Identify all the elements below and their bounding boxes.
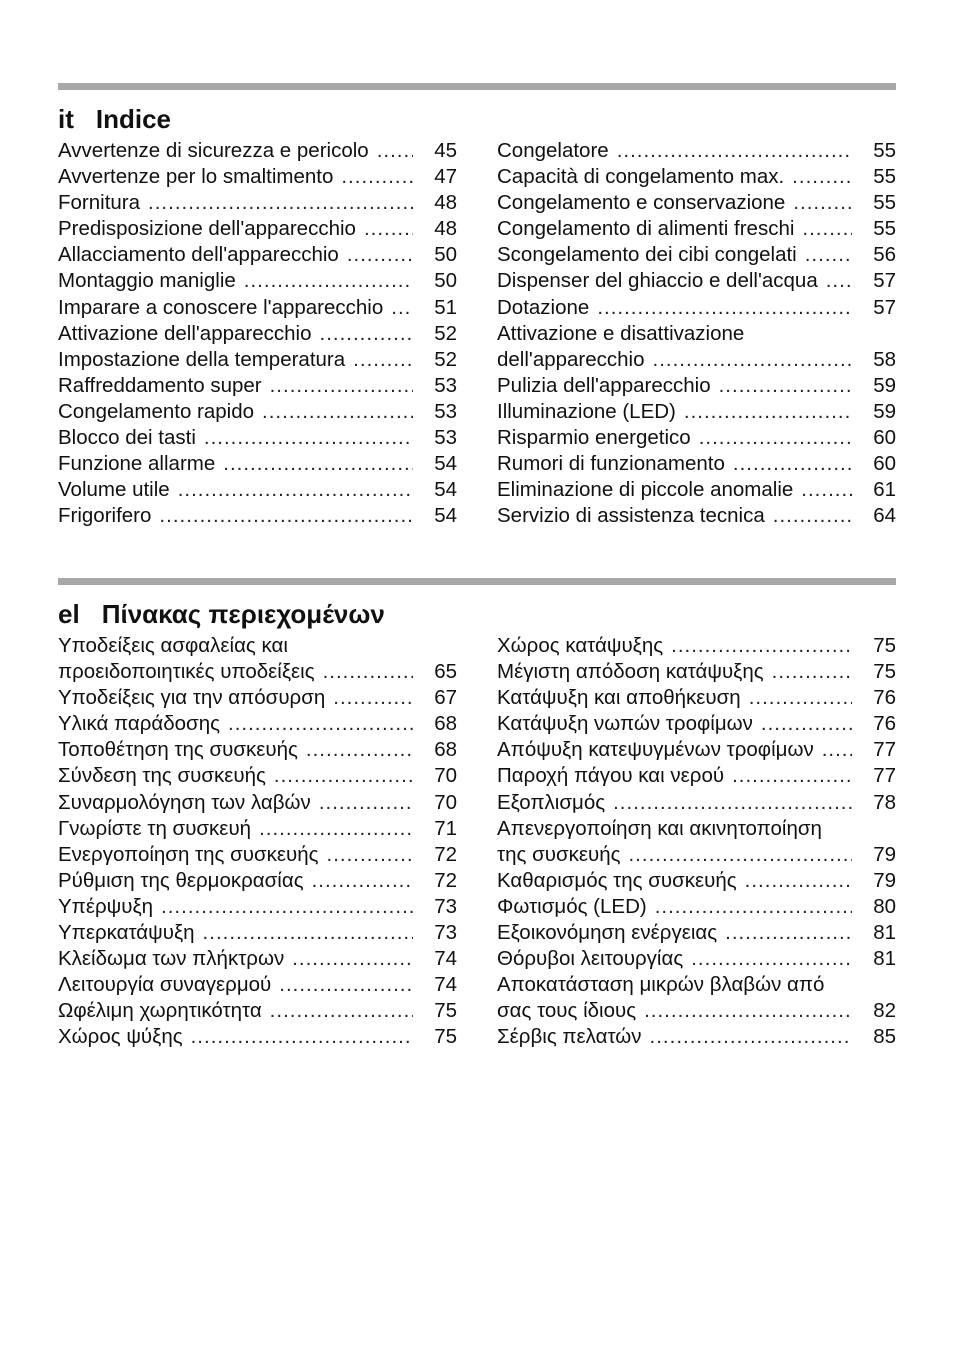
dot-leader [377, 138, 413, 164]
toc-entry[interactable] [58, 373, 457, 399]
dot-leader [802, 216, 852, 242]
toc-entry[interactable] [58, 972, 457, 998]
toc-entry-page-number: 81 [873, 947, 896, 971]
toc-entry-title-line: Attivazione e disattivazione [497, 321, 745, 345]
toc-entry-page-number: 55 [873, 191, 896, 215]
dot-leader [650, 1024, 852, 1050]
dot-leader [228, 711, 413, 737]
toc-entry-title: Υλικά παράδοσης [58, 712, 220, 736]
toc-entry-page-number: 60 [873, 452, 896, 476]
toc-entry-page-number: 73 [434, 921, 457, 945]
toc-entry[interactable] [497, 1024, 896, 1050]
toc-entry-page-number: 54 [434, 504, 457, 528]
toc-entry-page-number: 59 [873, 399, 896, 423]
toc-entry-page-number: 72 [434, 868, 457, 892]
toc-entry[interactable] [58, 138, 457, 164]
toc-entry-title: Συναρμολόγηση των λαβών [58, 790, 311, 814]
toc-entry[interactable] [58, 894, 457, 920]
toc-entry-title: Σύνδεση της συσκευής [58, 764, 266, 788]
section-heading [58, 597, 896, 631]
toc-entry-page-number: 75 [434, 999, 457, 1023]
toc-entry[interactable] [497, 972, 896, 1024]
toc-entry-title: dell'apparecchio [497, 347, 645, 371]
toc-entry-title: Montaggio maniglie [58, 269, 236, 293]
toc-entry-title: Servizio di assistenza tecnica [497, 504, 765, 528]
toc-entry[interactable] [58, 946, 457, 972]
dot-leader [204, 425, 413, 451]
dot-leader [719, 373, 852, 399]
dot-leader [159, 503, 413, 529]
toc-entry[interactable] [58, 633, 457, 685]
toc-entry-title: Απόψυξη κατεψυγμένων τροφίμων [497, 738, 814, 762]
dot-leader [805, 242, 852, 268]
toc-entry-title: Κατάψυξη νωπών τροφίμων [497, 712, 753, 736]
toc-entry-title: Rumori di funzionamento [497, 452, 725, 476]
toc-entry-page-number: 51 [434, 295, 457, 319]
toc-entry-title: Καθαρισμός της συσκευής [497, 868, 737, 892]
toc-entry-title: Παροχή πάγου και νερού [497, 764, 725, 788]
dot-leader [671, 633, 852, 659]
toc-entry[interactable] [58, 295, 457, 321]
dot-leader [655, 894, 852, 920]
toc-entry-page-number: 79 [873, 868, 896, 892]
toc-entry-page-number: 78 [873, 790, 896, 814]
dot-leader [364, 216, 413, 242]
dot-leader [732, 763, 852, 789]
toc-entry-page-number: 79 [873, 842, 896, 866]
toc-entry-page-number: 70 [434, 764, 457, 788]
dot-leader [306, 737, 413, 763]
dot-leader [749, 685, 852, 711]
toc-entry[interactable] [497, 868, 896, 894]
toc-entry-title: Funzione allarme [58, 452, 216, 476]
toc-entry-title: Ρύθμιση της θερμοκρασίας [58, 868, 304, 892]
dot-leader [148, 190, 413, 216]
toc-entry[interactable] [58, 190, 457, 216]
toc-entry[interactable] [497, 477, 896, 503]
toc-entry[interactable] [58, 216, 457, 242]
toc-entry-title: Allacciamento dell'apparecchio [58, 243, 339, 267]
toc-entry-title: Predisposizione dell'apparecchio [58, 217, 356, 241]
dot-leader [270, 373, 413, 399]
toc-entry-title: Χώρος κατάψυξης [497, 634, 664, 657]
toc-column-left [58, 138, 457, 529]
toc-entry-page-number: 60 [873, 426, 896, 450]
toc-entry-title-line: Απενεργοποίηση και ακινητοποίηση [497, 816, 822, 840]
dot-leader [826, 268, 852, 294]
toc-entry[interactable] [58, 737, 457, 763]
dot-leader [353, 347, 413, 373]
toc-entry[interactable] [497, 816, 896, 868]
toc-entry[interactable] [497, 373, 896, 399]
dot-leader [312, 868, 413, 894]
dot-leader [772, 659, 852, 685]
toc-entry-title: Attivazione dell'apparecchio [58, 321, 312, 345]
toc-entry-title: Ενεργοποίηση της συσκευής [58, 842, 319, 866]
toc-entry-title: Μέγιστη απόδοση κατάψυξης [497, 660, 764, 684]
language-code: el [58, 598, 80, 629]
toc-entry[interactable] [58, 347, 457, 373]
toc-entry-page-number: 50 [434, 243, 457, 267]
toc-entry-page-number: 74 [434, 973, 457, 997]
toc-entry-page-number: 75 [873, 634, 896, 657]
toc-entry-page-number: 74 [434, 947, 457, 971]
toc-entry-title: Χώρος ψύξης [58, 1025, 183, 1049]
dot-leader [203, 920, 413, 946]
toc-entry-title: Κλείδωμα των πλήκτρων [58, 947, 285, 971]
toc-entry-title: σας τους ίδιους [497, 999, 637, 1023]
toc-entry-page-number: 85 [873, 1025, 896, 1049]
toc-entry-title: Γνωρίστε τη συσκευή [58, 816, 252, 840]
toc-entry-page-number: 48 [434, 191, 457, 215]
toc-entry[interactable] [58, 842, 457, 868]
toc-entry[interactable] [497, 946, 896, 972]
dot-leader [684, 399, 852, 425]
toc-entry-title: Λειτουργία συναγερμού [58, 973, 272, 997]
toc-entry-page-number: 67 [434, 686, 457, 710]
toc-entry-title: Congelamento di alimenti freschi [497, 217, 795, 241]
toc-entry[interactable] [58, 268, 457, 294]
dot-leader [319, 790, 413, 816]
toc-entry-title: Fornitura [58, 191, 141, 215]
language-code: it [58, 103, 74, 134]
toc-entry-page-number: 64 [873, 504, 896, 528]
dot-leader [161, 894, 413, 920]
section-title: Indice [95, 103, 172, 134]
toc-entry-page-number: 73 [434, 894, 457, 918]
dot-leader [628, 842, 852, 868]
dot-leader [792, 164, 852, 190]
toc-entry-title: Scongelamento dei cibi congelati [497, 243, 797, 267]
toc-entry[interactable] [58, 242, 457, 268]
toc-entry[interactable] [497, 268, 896, 294]
toc-entry-title: Volume utile [58, 478, 170, 502]
dot-leader [733, 451, 852, 477]
toc-entry[interactable] [58, 503, 457, 529]
toc-entry-title-line: Υποδείξεις ασφαλείας και [58, 634, 288, 657]
dot-leader [801, 477, 852, 503]
dot-leader [613, 790, 852, 816]
toc-entry[interactable] [497, 633, 896, 659]
toc-entry[interactable] [497, 790, 896, 816]
toc-entry-title: Congelatore [497, 139, 609, 162]
dot-leader [274, 763, 413, 789]
toc-entry[interactable] [58, 321, 457, 347]
toc-column-right [497, 138, 896, 529]
toc-entry-page-number: 55 [873, 165, 896, 189]
toc-entry-page-number: 77 [873, 738, 896, 762]
dot-leader [347, 242, 413, 268]
dot-leader [644, 998, 852, 1024]
toc-entry-page-number: 71 [434, 816, 457, 840]
dot-leader [327, 842, 413, 868]
toc-entry-page-number: 65 [434, 660, 457, 684]
dot-leader [320, 321, 414, 347]
dot-leader [725, 920, 852, 946]
toc-entry-page-number: 55 [873, 139, 896, 162]
toc-entry-page-number: 50 [434, 269, 457, 293]
toc-entry[interactable] [497, 685, 896, 711]
dot-leader [178, 477, 413, 503]
toc-entry-page-number: 75 [873, 660, 896, 684]
dot-leader [279, 972, 413, 998]
toc-entry-title: Congelamento e conservazione [497, 191, 786, 215]
toc-entry[interactable] [497, 737, 896, 763]
toc-entry-title: Raffreddamento super [58, 373, 262, 397]
toc-entry-page-number: 76 [873, 686, 896, 710]
toc-entry[interactable] [497, 920, 896, 946]
dot-leader [773, 503, 852, 529]
toc-entry-page-number: 70 [434, 790, 457, 814]
toc-entry-title: Σέρβις πελατών [497, 1025, 642, 1049]
toc-entry[interactable] [58, 790, 457, 816]
toc-entry[interactable] [497, 659, 896, 685]
toc-entry[interactable] [497, 711, 896, 737]
toc-entry-title: Dotazione [497, 295, 590, 319]
toc-entry-title: προειδοποιητικές υποδείξεις [58, 660, 315, 684]
toc-entry-page-number: 77 [873, 764, 896, 788]
toc-entry[interactable] [497, 295, 896, 321]
dot-leader [244, 268, 413, 294]
toc-entry-page-number: 57 [873, 295, 896, 319]
toc-entry-title: Avvertenze per lo smaltimento [58, 165, 334, 189]
toc-column-right [497, 633, 896, 1051]
dot-leader [597, 295, 852, 321]
toc-entry-title: Ωφέλιμη χωρητικότητα [58, 999, 262, 1023]
toc-entry[interactable] [497, 242, 896, 268]
toc-entry[interactable] [58, 920, 457, 946]
toc-entry-page-number: 80 [873, 894, 896, 918]
toc-entry[interactable] [58, 763, 457, 789]
toc-entry-page-number: 72 [434, 842, 457, 866]
toc-entry-title: Eliminazione di piccole anomalie [497, 478, 794, 502]
dot-leader [191, 1024, 413, 1050]
toc-entry[interactable] [497, 763, 896, 789]
toc-entry-page-number: 56 [873, 243, 896, 267]
toc-entry-title: Θόρυβοι λειτουργίας [497, 947, 684, 971]
toc-entry-title: Υποδείξεις για την απόσυρση [58, 686, 326, 710]
toc-entry-title: Εξοπλισμός [497, 790, 606, 814]
toc-entry[interactable] [497, 190, 896, 216]
section-divider [58, 578, 896, 585]
toc-entry-page-number: 76 [873, 712, 896, 736]
section-heading [58, 102, 896, 136]
dot-leader [761, 711, 852, 737]
dot-leader [270, 998, 413, 1024]
toc-entry-page-number: 54 [434, 478, 457, 502]
dot-leader [391, 295, 413, 321]
toc-section-el [58, 578, 896, 1051]
toc-entry[interactable] [58, 451, 457, 477]
section-title: Πίνακας περιεχομένων [101, 598, 385, 629]
toc-entry[interactable] [58, 164, 457, 190]
toc-section-it [58, 83, 896, 529]
toc-entry-page-number: 82 [873, 999, 896, 1023]
dot-leader [653, 347, 852, 373]
toc-entry[interactable] [58, 685, 457, 711]
toc-entry[interactable] [497, 894, 896, 920]
toc-entry-title: Capacità di congelamento max. [497, 165, 785, 189]
dot-leader [822, 737, 852, 763]
toc-entry-title: Imparare a conoscere l'apparecchio [58, 295, 384, 319]
toc-entry-page-number: 52 [434, 321, 457, 345]
dot-leader [341, 164, 413, 190]
toc-entry-page-number: 55 [873, 217, 896, 241]
toc-entry[interactable] [58, 868, 457, 894]
dot-leader [262, 399, 413, 425]
toc-entry-title: Dispenser del ghiaccio e dell'acqua [497, 269, 818, 293]
toc-entry[interactable] [497, 451, 896, 477]
toc-entry[interactable] [497, 399, 896, 425]
dot-leader [617, 138, 852, 164]
toc-entry-page-number: 81 [873, 921, 896, 945]
toc-entry-title: Υπέρψυξη [58, 894, 154, 918]
toc-entry-title: Κατάψυξη και αποθήκευση [497, 686, 741, 710]
toc-entry-title: Φωτισμός (LED) [497, 894, 647, 918]
toc-column-left [58, 633, 457, 1051]
toc-entry[interactable] [497, 425, 896, 451]
toc-entry-page-number: 58 [873, 347, 896, 371]
toc-entry-title: Illuminazione (LED) [497, 399, 676, 423]
section-divider [58, 83, 896, 90]
dot-leader [691, 946, 852, 972]
toc-entry-page-number: 47 [434, 165, 457, 189]
dot-leader [323, 659, 413, 685]
toc-entry[interactable] [58, 711, 457, 737]
dot-leader [333, 685, 413, 711]
toc-entry-title: Blocco dei tasti [58, 426, 196, 450]
toc-entry-title: Risparmio energetico [497, 426, 691, 450]
toc-entry-title: Εξοικονόμηση ενέργειας [497, 921, 718, 945]
toc-entry-page-number: 59 [873, 373, 896, 397]
dot-leader [292, 946, 413, 972]
toc-entry-title: Frigorifero [58, 504, 152, 528]
toc-entry-title: Impostazione della temperatura [58, 347, 346, 371]
toc-entry-title: Τοποθέτηση της συσκευής [58, 738, 298, 762]
toc-entry[interactable] [58, 816, 457, 842]
toc-entry-title: Pulizia dell'apparecchio [497, 373, 711, 397]
toc-entry-page-number: 68 [434, 738, 457, 762]
toc-entry[interactable] [58, 477, 457, 503]
toc-entry-page-number: 75 [434, 1025, 457, 1049]
toc-entry-page-number: 52 [434, 347, 457, 371]
dot-leader [745, 868, 852, 894]
dot-leader [699, 425, 852, 451]
toc-entry[interactable] [58, 399, 457, 425]
dot-leader [259, 816, 413, 842]
toc-entry[interactable] [58, 1024, 457, 1050]
toc-entry-page-number: 54 [434, 452, 457, 476]
toc-entry[interactable] [58, 998, 457, 1024]
toc-entry-title: της συσκευής [497, 842, 621, 866]
toc-entry-page-number: 61 [873, 478, 896, 502]
toc-entry-page-number: 53 [434, 373, 457, 397]
toc-entry-page-number: 48 [434, 217, 457, 241]
toc-entry-title: Υπερκατάψυξη [58, 921, 195, 945]
toc-entry-title: Avvertenze di sicurezza e pericolo [58, 139, 369, 162]
toc-entry[interactable] [497, 164, 896, 190]
toc-entry-title-line: Αποκατάσταση μικρών βλαβών από [497, 973, 825, 997]
toc-entry[interactable] [497, 321, 896, 373]
toc-entry-page-number: 57 [873, 269, 896, 293]
toc-entry[interactable] [497, 216, 896, 242]
dot-leader [793, 190, 852, 216]
toc-entry-title: Congelamento rapido [58, 399, 255, 423]
dot-leader [223, 451, 413, 477]
toc-entry-page-number: 45 [434, 139, 457, 162]
toc-entry-page-number: 53 [434, 426, 457, 450]
toc-entry[interactable] [497, 138, 896, 164]
toc-entry-page-number: 53 [434, 399, 457, 423]
toc-entry[interactable] [58, 425, 457, 451]
toc-entry[interactable] [497, 503, 896, 529]
toc-entry-page-number: 68 [434, 712, 457, 736]
